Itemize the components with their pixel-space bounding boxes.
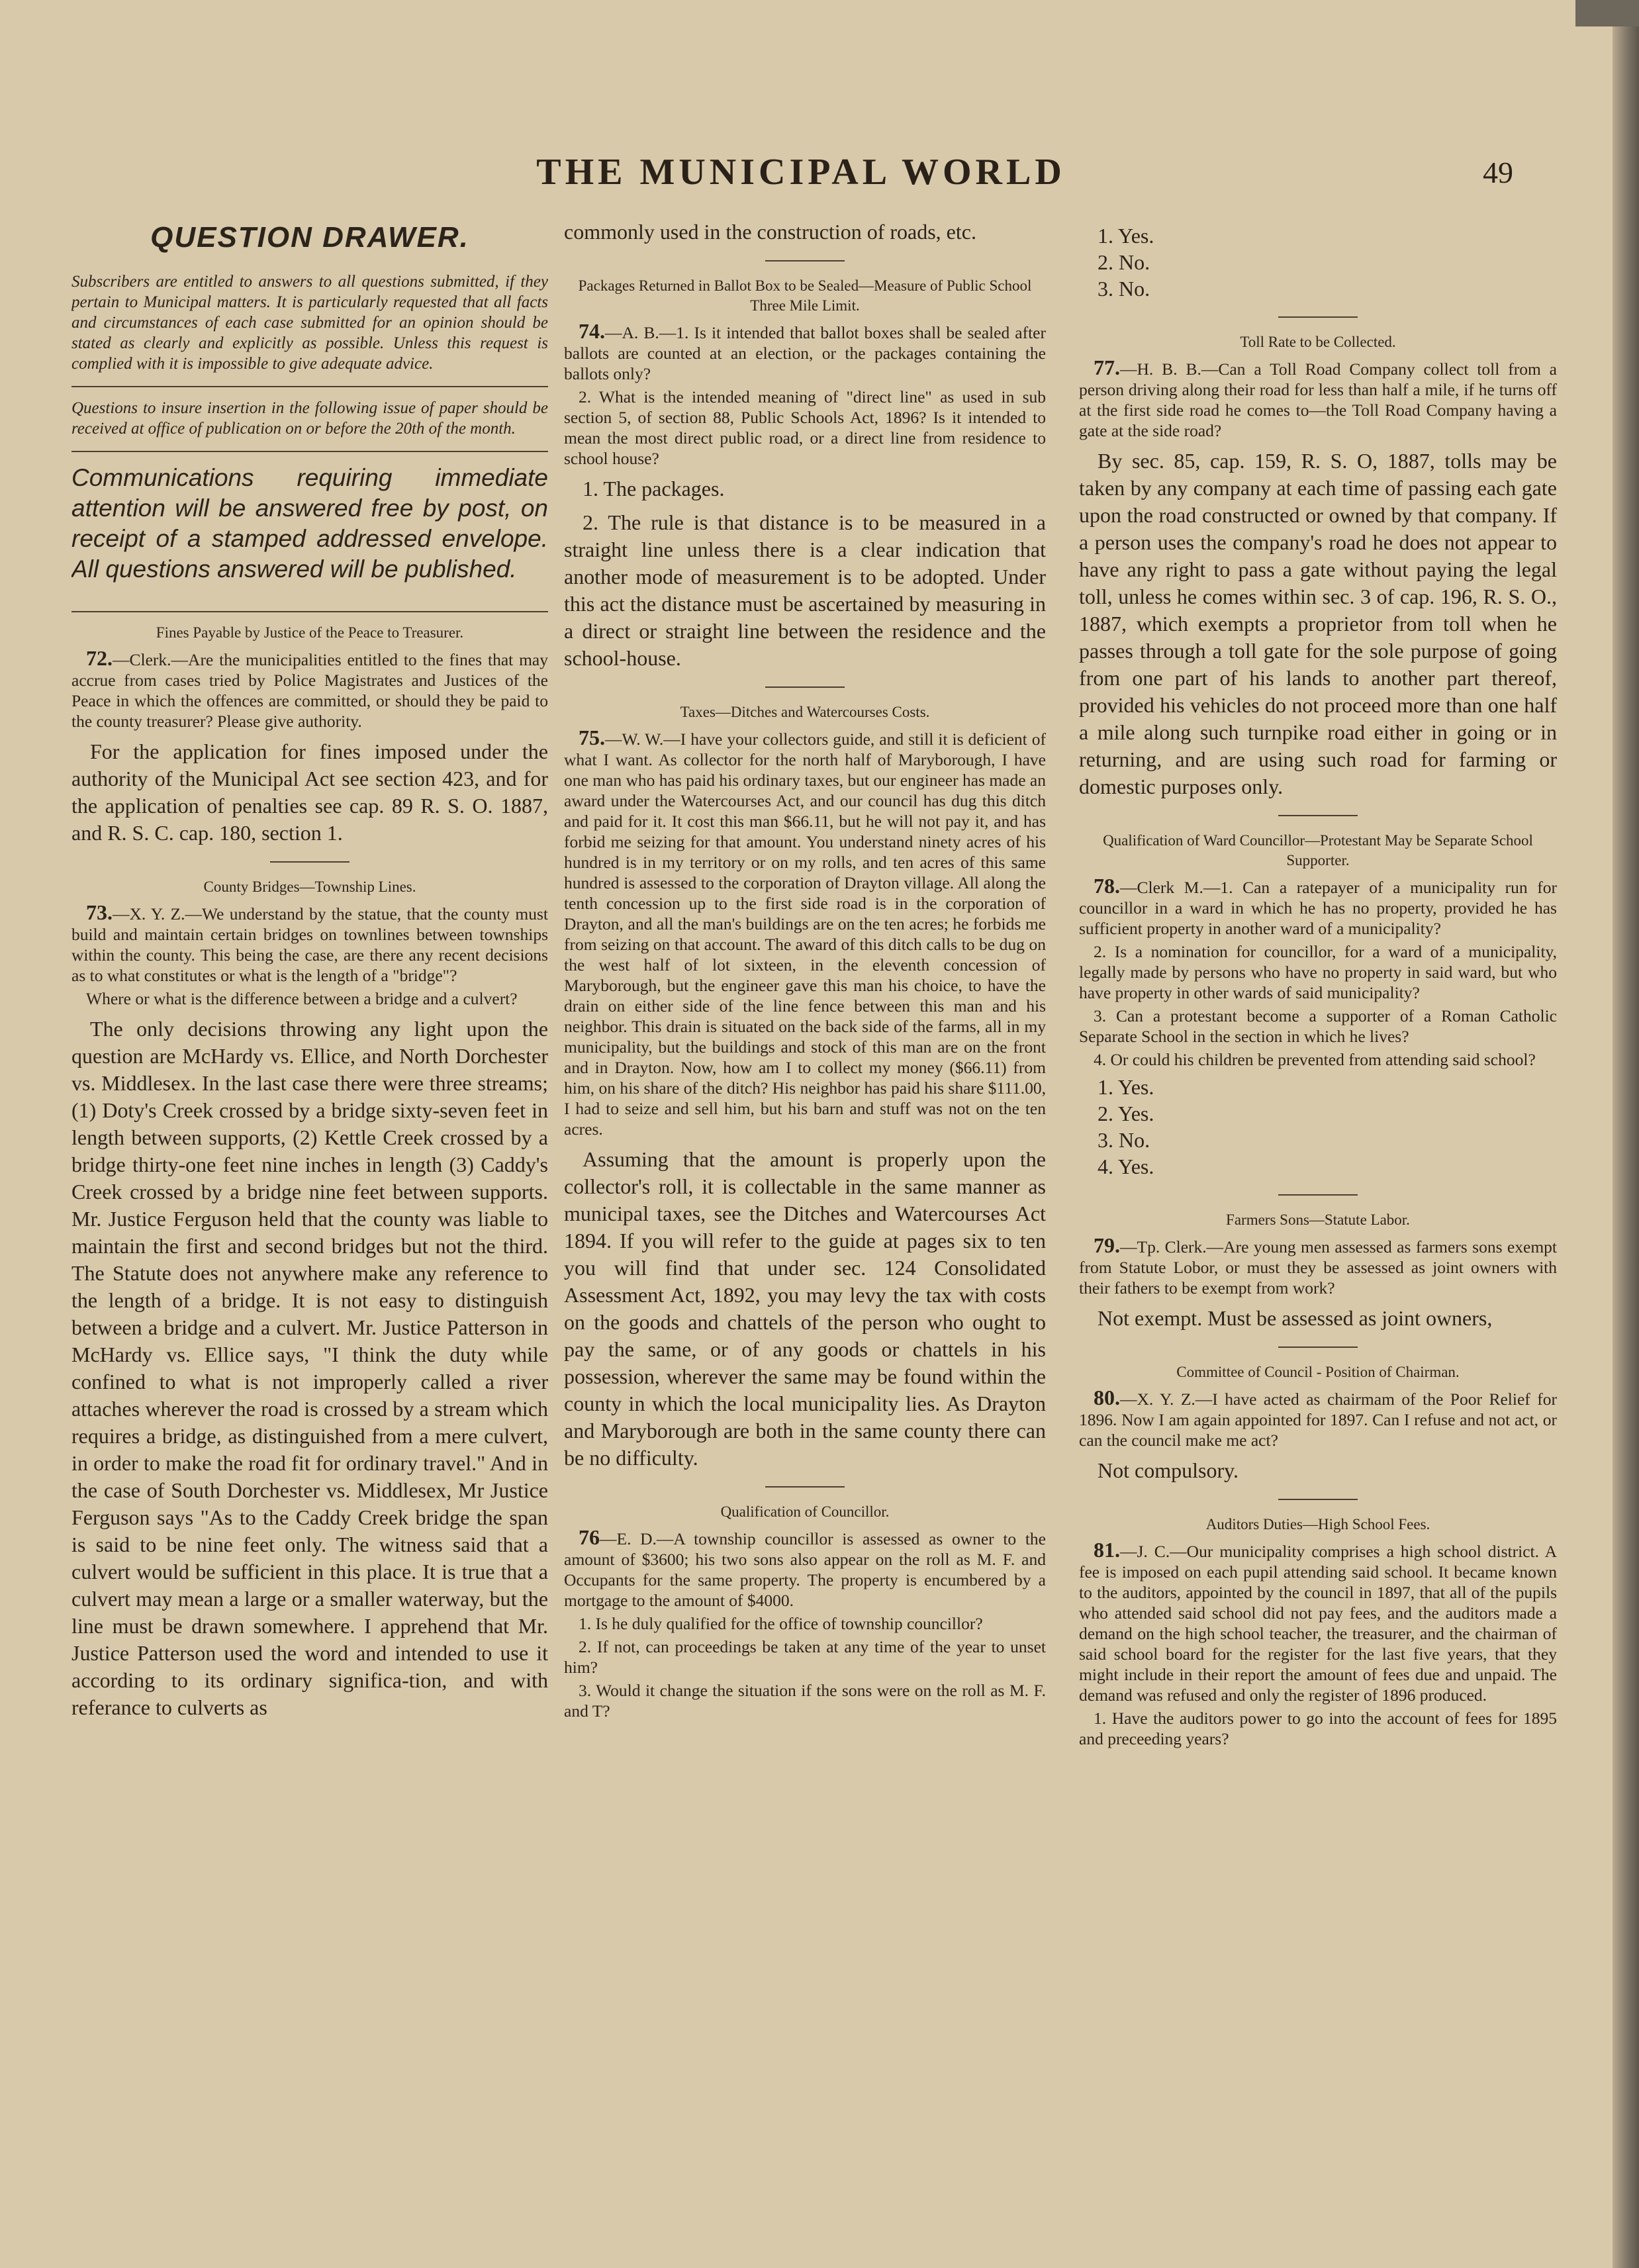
- divider: [765, 686, 845, 688]
- question-body: —H. B. B.—Can a Toll Road Company collect toll from a person driving along their road for less than half a mile, if he turns off at the first side road he comes to—the Toll Road Company having a gate at the side road?: [1079, 359, 1557, 440]
- question-text: 4. Or could his children be prevented from attending said school?: [1094, 1050, 1536, 1069]
- question-body: —X. Y. Z.—I have acted as chairmam of the Poor Relief for 1896. Now I am again appointed for 1897. Can I refuse and not act, or can the council make me act?: [1079, 1390, 1557, 1450]
- question-text: 2. Is a nomination for councillor, for a ward of a municipality, legally made by persons who have no property in said ward, but who have property in other wards of said municipality?: [1079, 942, 1557, 1002]
- answer-text: Not compulsory.: [1098, 1458, 1239, 1482]
- column-3: [1079, 218, 1557, 2244]
- question-number: 76: [579, 1525, 600, 1549]
- column-2: [564, 218, 1046, 2244]
- question-text: 3. Can a protestant become a supporter of a Roman Catholic Separate School in the section in which he lives?: [1079, 1006, 1557, 1046]
- answer-list: [1079, 1074, 1557, 1180]
- question-body: —Clerk.—Are the municipalities entitled to the fines that may accrue from cases tried by Police Magistrates and Justices of the Peace in which the offences are committed, or should they be paid to the county treasurer? Please give authority.: [71, 650, 548, 731]
- answer-text: The only decisions throwing any light upon the question are McHardy vs. Ellice, and North Dorchester vs. Middlesex. In the last case there were three streams; (1) Doty's Creek crossed by a bridge sixty-seven feet in length between supports, (2) Kettle Creek crossed by a bridge thirty-one feet nine inches in length (3) Caddy's Creek crossed by a bridge nine feet between supports. Mr. Justice Ferguson held that the county was liable to maintain the first and second bridges but not the third. The Statute does not anywhere make any reference to the length of a bridge. It is not easy to distinguish between a bridge and a culvert. Mr. Justice Patterson in McHardy vs. Ellice says, "I think the duty while confined to what is not improperly called a river attaches wherever the road is crossed by a stream which requires a bridge, as distinguished from a mere culvert, in order to make the road fit for ordinary travel." And in the case of South Dorchester vs. Middlesex, Mr Justice Ferguson says "As to the Caddy Creek bridge the span is said to be nine feet only. The witness said that a culvert would be sufficient in this place. It is true that a culvert may mean a large or a smaller waterway, but the line must be drawn somewhere. I apprehend that Mr. Justice Patterson used the word and intended to use it according to its ordinary significa-tion, and with referance to culverts as: [71, 1017, 548, 1719]
- divider: [1278, 815, 1358, 816]
- divider: [270, 861, 350, 863]
- page-edge-top: [1575, 0, 1639, 26]
- question-body: —Clerk M.—1. Can a ratepayer of a municipality run for councillor in a ward in which he has no property, provided he has sufficient property in another ward of a municipality?: [1079, 878, 1557, 938]
- masthead: [0, 151, 1639, 204]
- question-heading: Farmers Sons—Statute Labor.: [1226, 1211, 1410, 1228]
- question-body: —A. B.—1. Is it intended that ballot boxes shall be sealed after ballots are counted at an election, or the packages containing the ballots only?: [564, 323, 1046, 383]
- question-text: 3. Would it change the situation if the sons were on the roll as M. F. and T?: [564, 1681, 1046, 1721]
- question-number: 72.: [86, 646, 113, 670]
- question-text: [564, 728, 1046, 1139]
- answer-item: 1. Yes.: [1098, 224, 1154, 248]
- answer-text: By sec. 85, cap. 159, R. S. O, 1887, tolls may be taken by any company at each time of passing each gate upon the road constructed or owned by that company. If a person uses the company's road he does not appear to have any right to pass a gate without paying the legal toll, unless he comes within sec. 3 of cap. 196, R. S. O., 1887, which exempts a proprietor from toll when he passes through a toll gate for the sole purpose of going from one part of his lands to another part thereof, provided his vehicles do not proceed more than one half a mile along such turnpike road either in going or in returning, and are using such road for farming or domestic purposes only.: [1079, 449, 1557, 798]
- page-number: 49: [1483, 156, 1513, 189]
- section-title: QUESTION DRAWER.: [150, 221, 469, 254]
- question-body: —W. W.—I have your collectors guide, and still it is deficient of what I want. As collector for the north half of Maryborough, I have one man who has paid his ordinary taxes, but our engineer has made an award under the Watercourses Act, and our council has dug this ditch and paid for it. It cost this man $66.11, but he will not pay it, and has forbid me seizing for that amount. You understand ninety acres of his hundred is in my territory or on my rolls, and ten acres of this same hundred is assessed to the corporation of Drayton village. All along the tenth concession up to the first side road is in the corporation of Drayton, and all the man's buildings are on the ten acres; he forbids me from seizing on that account. The award of this ditch calls to be dug on the west half of lot sixteen, in the eleventh concession of Maryborough, but the engineer gave this man his choice, to have the drain on either side of the line fence between this man and his neighbor. This drain is situated on the back side of the farms, all in my municipality, but the buildings and stock of this man are on the front and in Drayton. Now, how am I to collect my money ($66.11) from him, on his share of the ditch? His neighbor has paid his share $111.00, I had to seize and sell him, but his barn and stuff was not on the ten acres.: [564, 730, 1046, 1139]
- question-number: 75.: [579, 726, 605, 749]
- question-heading: Committee of Council - Position of Chairman.: [1176, 1364, 1460, 1380]
- divider: [1278, 1194, 1358, 1196]
- divider: [765, 260, 845, 261]
- question-number: 74.: [579, 319, 605, 343]
- answer-text: 1. The packages.: [583, 477, 725, 500]
- answer-text: Not exempt. Must be assessed as joint owners,: [1098, 1306, 1493, 1330]
- divider: [1278, 1347, 1358, 1348]
- divider: [1278, 1499, 1358, 1500]
- answer-text: Assuming that the amount is properly upon the collector's roll, it is collectable in the same manner as municipal taxes, see the Ditches and Watercourses Act 1894. If you will refer to the guide at pages six to ten you will find that under sec. 124 Consolidated Assessment Act, 1892, you may levy the tax with costs on the goods and chattels of the person who ought to pay the same, or of any goods or chattels in his possession, wherever the same may be found within the county in which the local municipality lies. As Drayton and Maryborough are both in the same county there can be no difficulty.: [564, 1147, 1046, 1470]
- question-text: [1079, 1235, 1557, 1298]
- question-heading: Packages Returned in Ballot Box to be Sealed—Measure of Public School Three Mile Limit.: [578, 277, 1032, 314]
- page-edge: [1613, 0, 1639, 2268]
- question-heading: Qualification of Councillor.: [720, 1503, 890, 1520]
- column-1: [71, 218, 548, 2244]
- answer-item: 2. Yes.: [1098, 1102, 1154, 1125]
- divider: [71, 451, 548, 452]
- answer-item: 2. No.: [1098, 250, 1150, 274]
- divider: [71, 611, 548, 612]
- question-heading: County Bridges—Township Lines.: [203, 878, 416, 895]
- question-heading: Qualification of Ward Councillor—Protestant May be Separate School Supporter.: [1103, 832, 1533, 869]
- question-number: 78.: [1094, 874, 1120, 898]
- question-heading: Toll Rate to be Collected.: [1240, 334, 1396, 350]
- question-body: —X. Y. Z.—We understand by the statue, that the county must build and maintain certain bridges on townlines between townships within the county. This being the case, are there any recent decisions as to what constitutes or what is the length of a "bridge"?: [71, 904, 548, 985]
- question-text: [1079, 1540, 1557, 1705]
- notice: Communications requiring immediate attention will be answered free by post, on receipt of a stamped addressed envelope. All questions answered will be published.: [71, 464, 548, 583]
- question-text: 2. If not, can proceedings be taken at any time of the year to unset him?: [564, 1637, 1046, 1677]
- question-text: [1079, 876, 1557, 939]
- intro-paragraph: Subscribers are entitled to answers to all questions submitted, if they pertain to Municipal matters. It is particularly requested that all facts and circumstances of each case submitted for an opinion should be stated as clearly and explicitly as possible. Unless this request is complied with it is impossible to give adequate advice.: [71, 273, 548, 373]
- answer-text: 2. The rule is that distance is to be measured in a straight line unless there is a clear indication that another mode of measurement is to be adopted. Under this act the distance must be ascertained by measuring in a direct or straight line between the residence and the school-house.: [564, 510, 1046, 670]
- question-heading: Auditors Duties—High School Fees.: [1205, 1516, 1430, 1533]
- answer-item: 3. No.: [1098, 277, 1150, 301]
- question-number: 73.: [86, 900, 113, 924]
- divider: [765, 1486, 845, 1488]
- question-text: [1079, 357, 1557, 441]
- answer-list: [1079, 222, 1557, 302]
- question-text: 1. Have the auditors power to go into the account of fees for 1895 and preceeding years?: [1079, 1709, 1557, 1748]
- question-body: —Tp. Clerk.—Are young men assessed as farmers sons exempt from Statute Lobor, or must they be assessed as joint owners with their fathers to be exempt from work?: [1079, 1237, 1557, 1298]
- divider: [71, 386, 548, 387]
- question-text: [564, 1527, 1046, 1611]
- question-text: 1. Is he duly qualified for the office of township councillor?: [579, 1614, 983, 1633]
- question-text: [71, 648, 548, 732]
- intro-deadline: Questions to insure insertion in the following issue of paper should be received at office of publication on or before the 20th of the month.: [71, 399, 548, 438]
- question-body: —J. C.—Our municipality comprises a high school district. A fee is imposed on each pupil attending said school. It became known to the auditors, appointed by the council in 1897, that all of the pupils who attended said school did not pay fees, and the auditors made a demand on the high school teacher, the treasurer, and the chairman of said school board for the register for the last five years, that they might include in their report the amount of fees due and unpaid. The demand was refused and only the register of 1896 produced.: [1079, 1542, 1557, 1705]
- divider: [1278, 316, 1358, 318]
- publication-title: THE MUNICIPAL WORLD: [536, 152, 1066, 193]
- answer-item: 4. Yes.: [1098, 1155, 1154, 1178]
- question-number: 81.: [1094, 1538, 1120, 1562]
- question-text: 2. What is the intended meaning of "direct line" as used in sub section 5, of section 88, Public Schools Act, 1896? Is it intended to mean the most direct public road, or a direct line from residence to school house?: [564, 387, 1046, 468]
- question-number: 79.: [1094, 1233, 1120, 1257]
- question-text: [71, 902, 548, 986]
- question-heading: Taxes—Ditches and Watercourses Costs.: [680, 704, 930, 720]
- answer-text: For the application for fines imposed under the authority of the Municipal Act see section 423, and for the application of penalties see cap. 89 R. S. O. 1887, and R. S. C. cap. 180, section 1.: [71, 739, 548, 845]
- question-number: 77.: [1094, 355, 1120, 379]
- question-text: Where or what is the difference between a bridge and a culvert?: [86, 989, 518, 1008]
- question-body: —E. D.—A township councillor is assessed as owner to the amount of $3600; his two sons also appear on the roll as M. F. and Occupants for the same property. The property is encumbered by a mortgage to the amount of $4000.: [564, 1529, 1046, 1610]
- question-text: [1079, 1388, 1557, 1450]
- answer-item: 3. No.: [1098, 1128, 1150, 1152]
- answer-item: 1. Yes.: [1098, 1075, 1154, 1099]
- question-text: [564, 321, 1046, 384]
- question-number: 80.: [1094, 1386, 1120, 1409]
- answer-continuation: commonly used in the construction of roads, etc.: [564, 220, 976, 244]
- question-heading: Fines Payable by Justice of the Peace to Treasurer.: [156, 624, 464, 641]
